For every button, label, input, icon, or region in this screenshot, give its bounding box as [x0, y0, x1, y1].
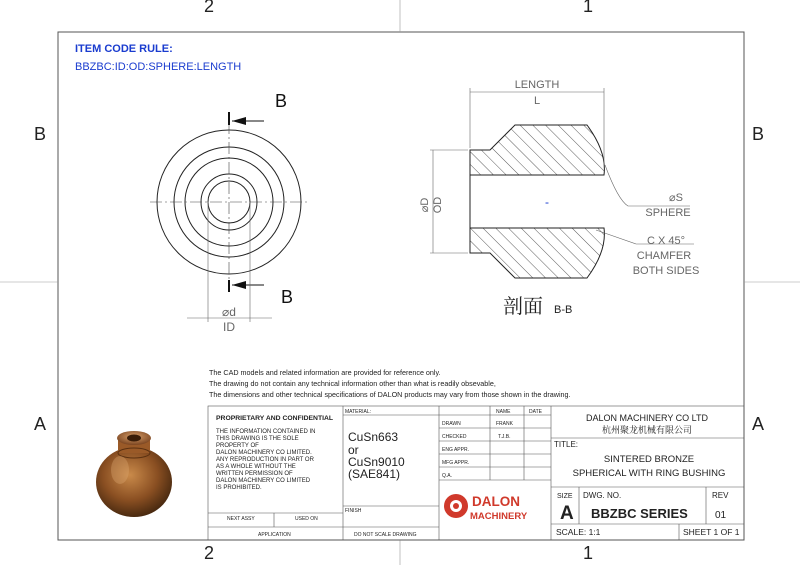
no-scale-label: DO NOT SCALE DRAWING — [354, 532, 417, 538]
col-date: DATE — [529, 409, 542, 415]
label-d: ⌀d — [222, 305, 236, 319]
rule-title: ITEM CODE RULE: — [75, 43, 173, 55]
title-label: TITLE: — [554, 440, 579, 449]
section-mark-top: B — [275, 91, 288, 111]
chamfer-note-1: CHAMFER — [636, 250, 692, 262]
note-1: The CAD models and related information are provided for reference only. — [209, 368, 441, 377]
od-label: OD — [432, 196, 444, 214]
zone-right-a: A — [752, 414, 765, 434]
zone-top-1: 1 — [583, 0, 594, 16]
col-name: NAME — [496, 409, 511, 415]
zone-bottom-1: 1 — [583, 543, 594, 563]
used-on-label: USED ON — [295, 516, 318, 522]
size-label: SIZE — [557, 493, 573, 500]
scale-label: SCALE: 1:1 — [556, 527, 601, 537]
front-view — [150, 91, 308, 334]
prop-line: THIS DRAWING IS THE SOLE — [216, 436, 299, 442]
rule-code: BBZBC:ID:OD:SPHERE:LENGTH — [75, 61, 242, 73]
row-checked: CHECKED — [442, 434, 467, 440]
dalon-logo — [444, 494, 528, 522]
prop-line: PROPERTY OF — [216, 443, 259, 449]
material-line: CuSn663 — [348, 430, 399, 444]
row-checked-name: T.J.B. — [498, 434, 511, 440]
dia-d-label: ⌀D — [419, 197, 431, 213]
zone-right-b: B — [752, 124, 765, 144]
finish-label: FINISH — [345, 508, 362, 514]
section-suffix: B-B — [554, 304, 573, 316]
prop-line: IS PROHIBITED. — [216, 485, 262, 491]
material-line: (SAE841) — [348, 467, 401, 481]
sheet-label: SHEET 1 OF 1 — [683, 527, 740, 537]
dwg-no: BBZBC SERIES — [591, 506, 688, 521]
material-line: CuSn9010 — [348, 455, 405, 469]
note-3: The dimensions and other technical specifications of DALON products may vary from those shown in the drawing. — [209, 390, 571, 399]
row-drawn: DRAWN — [442, 421, 461, 427]
note-2: The drawing do not contain any technical information other than what is readily obsevable, — [209, 379, 496, 388]
zone-left-a: A — [34, 414, 47, 434]
prop-line: WRITTEN PERMISSION OF — [216, 471, 293, 477]
title-line-1: SINTERED BRONZE — [603, 454, 695, 465]
prop-line: ANY REPRODUCTION IN PART OR — [216, 457, 314, 463]
size-value: A — [560, 503, 574, 524]
zone-left-b: B — [34, 124, 47, 144]
application-label: APPLICATION — [258, 532, 291, 538]
section-mark-bottom: B — [281, 287, 294, 307]
bushing-3d-image — [96, 431, 172, 517]
length-label: LENGTH — [514, 79, 560, 91]
section-title: 剖面 — [503, 296, 543, 318]
dwg-label: DWG. NO. — [583, 491, 622, 500]
sphere-label: SPHERE — [645, 207, 691, 219]
prop-line: THE INFORMATION CONTAINED IN — [216, 429, 316, 435]
company-en: DALON MACHINERY CO LTD — [585, 413, 709, 423]
logo-line-1: DALON — [472, 494, 520, 509]
material-line: or — [348, 443, 359, 457]
row-eng: ENG APPR. — [442, 447, 469, 453]
row-mfg: MFG APPR. — [442, 460, 470, 466]
chamfer-note-2: BOTH SIDES — [632, 265, 700, 277]
section-view — [419, 79, 699, 318]
row-drawn-name: FRANK — [496, 421, 513, 427]
prop-title: PROPRIETARY AND CONFIDENTIAL — [216, 415, 334, 422]
rev-value: 01 — [715, 510, 727, 521]
material-label: MATERIAL: — [345, 409, 372, 415]
title-line-2: SPHERICAL WITH RING BUSHING — [572, 468, 726, 479]
prop-line: DALON MACHINERY CO LIMITED. — [216, 450, 312, 456]
company-cn: 杭州聚龙机械有限公司 — [601, 425, 693, 435]
row-qa: Q.A. — [442, 473, 453, 479]
chamfer-label: C X 45° — [646, 235, 686, 247]
prop-line: AS A WHOLE WITHOUT THE — [216, 464, 296, 470]
sphere-symbol: ⌀S — [669, 192, 683, 204]
logo-line-2: MACHINERY — [470, 511, 528, 522]
zone-bottom-2: 2 — [204, 543, 215, 563]
next-assy-label: NEXT ASSY — [227, 516, 255, 522]
rev-label: REV — [712, 491, 729, 500]
center-dash: - — [545, 195, 549, 209]
length-symbol: L — [533, 95, 541, 107]
label-id: ID — [223, 320, 235, 334]
prop-line: DALON MACHINERY CO LIMITED — [216, 478, 311, 484]
zone-top-2: 2 — [204, 0, 215, 16]
